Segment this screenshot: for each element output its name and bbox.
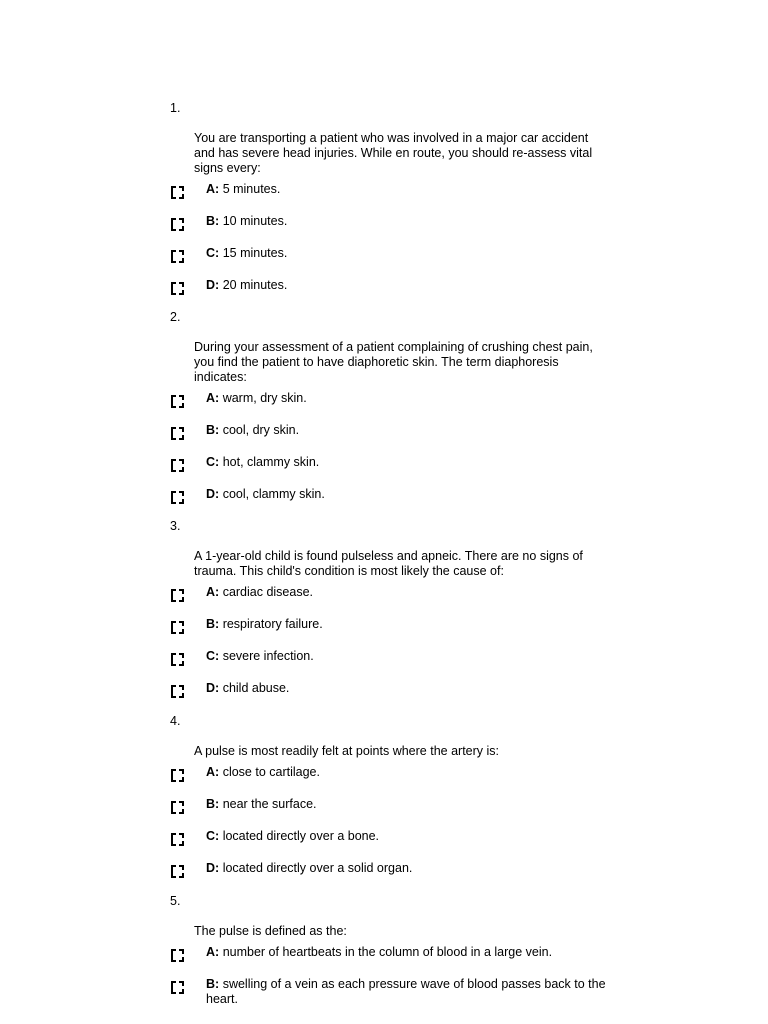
option-text: number of heartbeats in the column of blood in a large vein. (222, 945, 553, 959)
option-c[interactable] (170, 649, 610, 681)
question-stem: The pulse is defined as the: (194, 924, 347, 938)
option-letter: A: (206, 585, 220, 599)
question-5 (170, 894, 610, 1017)
checkbox-icon[interactable] (170, 185, 185, 200)
option-letter: B: (206, 214, 220, 228)
option-letter: D: (206, 278, 220, 292)
option-letter: C: (206, 649, 220, 663)
option-d[interactable] (170, 861, 610, 893)
checkbox-icon[interactable] (170, 490, 185, 505)
option-text: cool, dry skin. (222, 423, 300, 437)
option-d[interactable] (170, 487, 610, 519)
question-number: 5. (170, 894, 181, 908)
option-text: located directly over a solid organ. (222, 861, 413, 875)
option-text: 20 minutes. (222, 278, 288, 292)
checkbox-icon[interactable] (170, 394, 185, 409)
checkbox-icon[interactable] (170, 684, 185, 699)
option-text: swelling of a vein as each pressure wave of blood passes back to the heart. (206, 977, 606, 1006)
option-letter: B: (206, 423, 220, 437)
question-text (170, 894, 610, 939)
checkbox-icon[interactable] (170, 217, 185, 232)
checkbox-icon[interactable] (170, 652, 185, 667)
option-b[interactable] (170, 617, 610, 649)
option-text: 5 minutes. (222, 182, 281, 196)
option-text: close to cartilage. (222, 765, 320, 779)
option-b[interactable] (170, 797, 610, 829)
option-text: 15 minutes. (222, 246, 288, 260)
option-a[interactable] (170, 945, 610, 977)
question-1 (170, 101, 610, 310)
option-letter: A: (206, 182, 220, 196)
question-number: 4. (170, 714, 181, 728)
option-b[interactable] (170, 423, 610, 455)
option-letter: C: (206, 455, 220, 469)
checkbox-icon[interactable] (170, 832, 185, 847)
question-stem: You are transporting a patient who was involved in a major car accident and has severe head injuries. While en route, you should re-assess vital signs every: (194, 131, 593, 175)
option-a[interactable] (170, 765, 610, 797)
option-a[interactable] (170, 182, 610, 214)
option-letter: B: (206, 977, 220, 991)
option-text: hot, clammy skin. (222, 455, 320, 469)
option-c[interactable] (170, 246, 610, 278)
option-letter: C: (206, 246, 220, 260)
question-text (170, 310, 610, 385)
question-text (170, 519, 610, 579)
option-text: child abuse. (222, 681, 290, 695)
question-3 (170, 519, 610, 713)
checkbox-icon[interactable] (170, 249, 185, 264)
option-letter: D: (206, 487, 220, 501)
option-text: cool, clammy skin. (222, 487, 325, 501)
option-a[interactable] (170, 585, 610, 617)
checkbox-icon[interactable] (170, 426, 185, 441)
option-d[interactable] (170, 681, 610, 713)
option-letter: A: (206, 945, 220, 959)
question-number: 3. (170, 519, 181, 533)
option-text: severe infection. (222, 649, 314, 663)
option-b[interactable] (170, 214, 610, 246)
question-text (170, 714, 610, 759)
question-stem: A 1-year-old child is found pulseless and apneic. There are no signs of trauma. This child's condition is most likely the cause of: (194, 549, 583, 578)
checkbox-icon[interactable] (170, 800, 185, 815)
question-4 (170, 714, 610, 893)
question-stem: During your assessment of a patient complaining of crushing chest pain, you find the patient to have diaphoretic skin. The term diaphoresis indicates: (194, 340, 593, 384)
checkbox-icon[interactable] (170, 980, 185, 995)
option-letter: A: (206, 765, 220, 779)
option-letter: B: (206, 617, 220, 631)
option-text: warm, dry skin. (222, 391, 307, 405)
question-number: 1. (170, 101, 181, 115)
option-text: located directly over a bone. (222, 829, 380, 843)
checkbox-icon[interactable] (170, 768, 185, 783)
question-text (170, 101, 610, 176)
checkbox-icon[interactable] (170, 458, 185, 473)
option-letter: C: (206, 829, 220, 843)
checkbox-icon[interactable] (170, 620, 185, 635)
option-text: near the surface. (222, 797, 317, 811)
option-letter: D: (206, 861, 220, 875)
checkbox-icon[interactable] (170, 948, 185, 963)
option-d[interactable] (170, 278, 610, 310)
option-text: 10 minutes. (222, 214, 288, 228)
option-a[interactable] (170, 391, 610, 423)
option-b[interactable] (170, 977, 610, 1017)
option-letter: B: (206, 797, 220, 811)
question-stem: A pulse is most readily felt at points where the artery is: (194, 744, 499, 758)
option-c[interactable] (170, 455, 610, 487)
option-letter: A: (206, 391, 220, 405)
checkbox-icon[interactable] (170, 864, 185, 879)
checkbox-icon[interactable] (170, 588, 185, 603)
checkbox-icon[interactable] (170, 281, 185, 296)
option-text: respiratory failure. (222, 617, 323, 631)
option-letter: D: (206, 681, 220, 695)
option-text: cardiac disease. (222, 585, 314, 599)
question-2 (170, 310, 610, 519)
question-number: 2. (170, 310, 181, 324)
option-c[interactable] (170, 829, 610, 861)
